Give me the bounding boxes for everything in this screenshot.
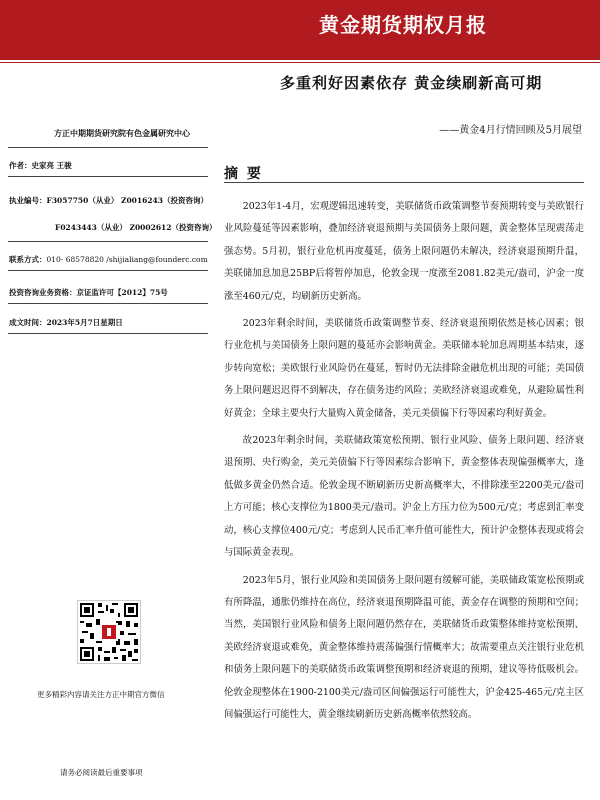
qualification-value: 京证监许可【2012】75号 [76,288,168,297]
sidebar-divider [8,270,208,271]
sidebar-divider [8,333,208,334]
sidebar-divider [8,303,208,304]
sidebar-divider [8,147,208,148]
abstract-heading: 摘 要 [224,166,263,182]
date-row [9,317,123,328]
report-series-title: 黄金期货期权月报 [319,13,487,37]
license-row-2 [55,222,216,233]
author-row [9,160,72,171]
license-label: 执业编号： [9,196,47,205]
author-label: 作者： [9,161,32,170]
abstract-paragraph: 2023年剩余时间，美联储货币政策调整节奏、经济衰退预期依然是核心因素；银行业危机与美国债务上限问题的蔓延亦会影响黄金。美联储本轮加息周期基本结束，逐步转向宽松；美欧银行业风险仍在蔓延，暂时仍无法排除金融危机出现的可能；美国债务上限问题迟迟得不到解决，存在债务违约风险；美欧经济衰退或难免，从避险属性利好黄金；全球主要央行大量购入黄金储备，美元美债偏下行等因素均利好黄金。 [224,318,584,419]
header-banner [0,0,600,60]
disclaimer-note: 请务必阅读最后重要事项 [60,768,143,777]
abstract-divider [224,182,584,183]
license-value-2: F0243443（从业） Z0002612（投资咨询） [55,223,217,232]
sidebar-divider [8,241,208,242]
qr-caption: 更多精彩内容请关注方正中期官方微信 [37,690,165,699]
abstract-body [224,196,584,731]
qualification-label: 投资咨询业务资格： [9,288,77,297]
contact-row [9,254,208,265]
report-sub-title: ——黄金4月行情回顾及5月展望 [439,125,582,136]
license-row [9,195,208,206]
qr-code-icon [77,600,141,664]
abstract-paragraph: 2023年5月，银行业风险和美国债务上限问题有缓解可能，美联储政策宽松预期或有所降温，通胀仍维持在高位，经济衰退预期降温可能，黄金存在调整的预期和空间；当然，美国银行业风险和债务上限问题仍然存在，美联储货币政策整体维持宽松预期、美欧经济衰退或难免，黄金整体维持震荡偏强行情概率大；故需要重点关注银行业危机和债务上限问题下的美联储货币政策调整预期和经济衰退的预期，建议等待低吸机会。伦敦金现整体在1900-2100美元/盎司区间偏强运行可能性大，沪金425-465元/克主区间偏强运行可能性大，黄金继续刷新历史新高概率依然较高。 [224,574,584,720]
date-label: 成文时间： [9,318,47,327]
department-name: 方正中期期货研究院有色金属研究中心 [54,128,190,138]
contact-value: 010- 68578820 /shijialiang@founderc.com [46,255,208,264]
abstract-paragraph: 故2023年剩余时间，美联储政策宽松预期、银行业风险、债务上限问题、经济衰退预期、央行购金，美元美债偏下行等因素综合影响下，黄金整体表现偏强概率大，逢低做多黄金仍然合适。伦敦金现不断刷新历史新高概率大，不排除涨至2200美元/盎司上方可能；核心支撑位为1800美元/盎司。沪金上方压力位为500元/克；考虑到汇率变动，核心支撑位400元/克；考虑到人民币汇率升值可能性大，预计沪金整体表现或将会与国际黄金表现。 [224,435,584,559]
contact-label: 联系方式： [9,255,47,264]
report-main-title: 多重利好因素依存 黄金续刷新高可期 [280,74,543,92]
qualification-row [9,287,168,298]
header-rule [0,62,600,63]
sidebar-divider [8,176,208,177]
author-value: 史家亮 王骏 [31,161,72,170]
abstract-paragraph: 2023年1-4月，宏观逻辑迅速转变，美联储货币政策调整节奏预期转变与美欧银行业风险蔓延等因素影响，叠加经济衰退预期与美国债务上限问题，黄金整体呈现震荡走强态势。5月初，银行业危机再度蔓延，债务上限问题仍未解决，经济衰退预期升温，美联储加息加息25BP后将暂停加息，伦敦金现一度涨至2081.82美元/盎司，沪金一度涨至460元/克，均刷新历史新高。 [224,201,584,302]
date-value: 2023年5月7日星期日 [46,318,123,327]
license-value-1: F3057750（从业） Z0016243（投资咨询） [46,196,208,205]
